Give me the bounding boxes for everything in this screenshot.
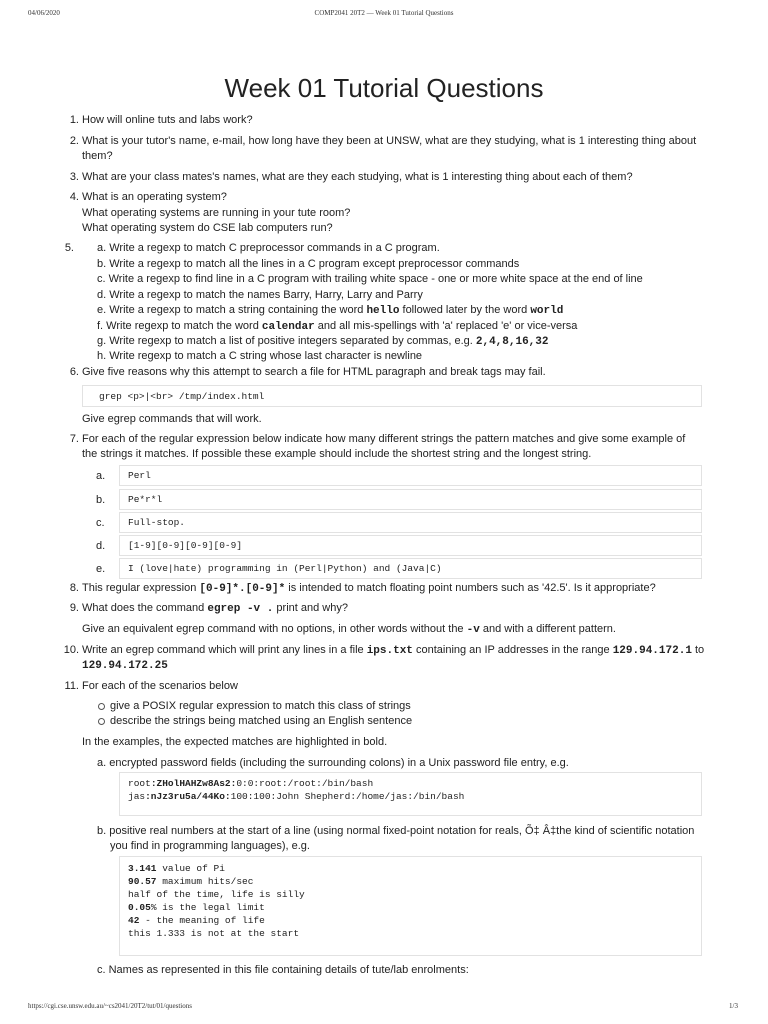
scenario-b-line-1: b. positive real numbers at the start of a line (using normal fixed-point notation for reals, Õ‡ Â‡the kind of scientific notation — [97, 825, 695, 837]
regex-row-label: d. — [96, 540, 106, 552]
text: containing an IP addresses in the range — [412, 644, 613, 656]
text: to — [691, 644, 705, 656]
text: f. Write regexp to match the word — [97, 320, 262, 332]
question-5h: h. Write regexp to match a C string whose last character is newline — [97, 350, 423, 362]
question-10-line-2 — [82, 658, 168, 673]
regex-row-d — [119, 535, 702, 556]
code-text: this 1.333 is not at the start — [128, 928, 300, 939]
code-ip-start: 129.94.172.1 — [612, 645, 692, 657]
page-title: Week 01 Tutorial Questions — [224, 73, 544, 103]
code-line — [128, 888, 305, 901]
code-highlight: 3.141 — [128, 863, 157, 874]
code-text: root — [128, 778, 151, 789]
text: and all mis-spellings with 'a' replaced 'e' or vice-versa — [314, 320, 578, 332]
regex-expr: Pe*r*l — [128, 494, 163, 505]
question-5e — [97, 303, 563, 318]
question-number: 10. — [63, 644, 79, 656]
question-number: 3. — [69, 171, 79, 183]
regex-row-label: a. — [96, 470, 106, 482]
regex-row-label: b. — [96, 494, 106, 506]
question-number: 2. — [69, 135, 79, 147]
question-number: 6. — [69, 366, 79, 378]
question-2-line-1: What is your tutor's name, e-mail, how long have they been at UNSW, what are they studying, what is 1 interesting thing about — [82, 135, 697, 147]
text: is intended to match floating point numbers such as '42.5'. Is it appropriate? — [285, 582, 656, 594]
text: Give an equivalent egrep command with no options, in other words without the — [82, 623, 467, 635]
question-number: 4. — [69, 191, 79, 203]
question-number: 11. — [64, 680, 79, 692]
scenario-instruction-2: describe the strings being matched using an English sentence — [110, 715, 413, 727]
code-line — [128, 777, 373, 790]
regex-row-label: e. — [96, 563, 106, 575]
regex-expr: Full-stop. — [128, 517, 186, 528]
code-egrep-v: egrep -v . — [207, 603, 274, 615]
text: and with a different pattern. — [479, 623, 616, 635]
code-line — [128, 862, 225, 875]
question-5c: c. Write a regexp to find line in a C program with trailing white space - one or more white space at the end of line — [97, 273, 643, 285]
code-text: 0:0:root:/root:/bin/bash — [236, 778, 374, 789]
code-text: value of Pi — [156, 863, 225, 874]
circle-bullet-icon — [98, 703, 105, 710]
text: What does the command — [82, 602, 208, 614]
text: followed later by the word — [399, 304, 531, 316]
code-highlight: :nJz3ru5a/44Ko: — [145, 791, 231, 802]
circle-bullet-icon — [98, 718, 105, 725]
question-7-line-1: For each of the regular expression below indicate how many different strings the pattern matches and give some example of — [82, 433, 686, 445]
code-text: - the meaning of life — [139, 915, 265, 926]
regex-row-b — [119, 489, 702, 510]
code-line — [128, 875, 253, 888]
regex-row-c — [119, 512, 702, 533]
code-line — [128, 914, 265, 927]
code-highlight: 0.05 — [128, 902, 151, 913]
regex-row-e — [119, 558, 702, 579]
code-filename: ips.txt — [366, 645, 413, 657]
question-6: Give five reasons why this attempt to search a file for HTML paragraph and break tags may fail. — [82, 366, 546, 378]
question-4-line-2: What operating systems are running in your tute room? — [82, 207, 351, 219]
scenario-b-line-2: you find in programming languages), e.g. — [110, 840, 310, 852]
code-highlight: :ZHolHAHZw8As2: — [150, 778, 237, 789]
question-number: 7. — [69, 433, 79, 445]
question-7-line-2: the strings it matches. If possible these example should include the shortest string and the longest string. — [82, 448, 592, 460]
code-integer-list: 2,4,8,16,32 — [475, 336, 549, 348]
regex-row-a — [119, 465, 702, 486]
question-4-line-1: What is an operating system? — [82, 191, 227, 203]
code-highlight: 90.57 — [128, 876, 157, 887]
scenario-a: a. encrypted password fields (including the surrounding colons) in a Unix password file entry, e.g. — [97, 757, 569, 769]
print-date: 04/06/2020 — [28, 9, 60, 17]
question-5g — [97, 334, 549, 349]
code-float-regex: [0-9]*.[0-9]* — [199, 583, 286, 595]
question-5a: a. Write a regexp to match C preprocessor commands in a C program. — [97, 242, 440, 254]
question-2-line-2: them? — [82, 150, 113, 162]
code-line: grep <p>|<br> /tmp/index.html — [99, 391, 265, 402]
text: print and why? — [273, 602, 348, 614]
code-block-grep — [82, 385, 702, 407]
question-number: 8. — [69, 582, 79, 594]
question-11: For each of the scenarios below — [82, 680, 238, 692]
code-highlight: 42 — [128, 915, 140, 926]
code-v-option: -v — [466, 624, 480, 636]
print-header-title: COMP2041 20T2 — Week 01 Tutorial Questions — [314, 9, 454, 17]
question-5f — [97, 319, 577, 334]
code-text: % is the legal limit — [150, 902, 265, 913]
print-footer-url: https://cgi.cse.unsw.edu.au/~cs2041/20T2/tut/01/questions — [28, 1002, 192, 1010]
question-8 — [82, 581, 656, 596]
question-9 — [82, 601, 348, 616]
code-block-reals — [119, 856, 702, 956]
question-5d: d. Write a regexp to match the names Barry, Harry, Larry and Parry — [97, 289, 423, 301]
scenario-c: c. Names as represented in this file containing details of tute/lab enrolments: — [97, 964, 469, 976]
question-9-follow-up — [82, 622, 616, 637]
question-number: 1. — [69, 114, 79, 126]
question-4-line-3: What operating system do CSE lab computers run? — [82, 222, 333, 234]
code-ip-end: 129.94.172.25 — [82, 660, 168, 672]
code-line — [128, 927, 299, 940]
regex-row-label: c. — [96, 517, 105, 529]
code-block-passwd — [119, 772, 702, 816]
text: g. Write regexp to match a list of positive integers separated by commas, e.g. — [97, 335, 476, 347]
code-line — [128, 790, 464, 803]
regex-expr: Perl — [128, 470, 151, 481]
text: e. Write a regexp to match a string containing the word — [97, 304, 367, 316]
question-6-follow-up: Give egrep commands that will work. — [82, 413, 262, 425]
code-text: maximum hits/sec — [156, 876, 254, 887]
regex-expr: [1-9][0-9][0-9][0-9] — [128, 540, 243, 551]
scenario-instruction-1: give a POSIX regular expression to match this class of strings — [110, 700, 411, 712]
code-text: half of the time, life is silly — [128, 889, 305, 900]
question-number: 9. — [69, 602, 79, 614]
regex-expr: I (love|hate) programming in (Perl|Python) and (Java|C) — [128, 563, 442, 574]
code-text: 100:100:John Shepherd:/home/jas:/bin/bash — [230, 791, 465, 802]
question-number: 5. — [64, 242, 74, 254]
code-line — [128, 901, 265, 914]
page-number: 1/3 — [729, 1002, 738, 1010]
text: Write an egrep command which will print any lines in a file — [82, 644, 367, 656]
question-3: What are your class mates's names, what are they each studying, what is 1 interesting thing about each of them? — [82, 171, 633, 183]
code-hello: hello — [366, 305, 400, 317]
text: This regular expression — [82, 582, 200, 594]
question-1: How will online tuts and labs work? — [82, 114, 253, 126]
question-5b: b. Write a regexp to match all the lines in a C program except preprocessor commands — [97, 258, 520, 270]
code-text: jas — [128, 791, 146, 802]
code-calendar: calendar — [261, 321, 315, 333]
question-11-note: In the examples, the expected matches are highlighted in bold. — [82, 736, 388, 748]
code-world: world — [530, 305, 564, 317]
question-10-line-1 — [82, 643, 704, 658]
